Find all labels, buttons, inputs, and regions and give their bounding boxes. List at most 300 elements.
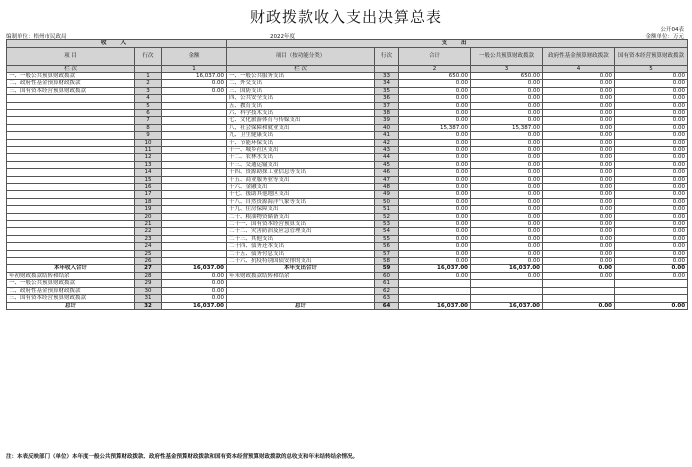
expense-line-no: 44 (375, 154, 399, 161)
expense-line-no: 33 (375, 72, 399, 79)
total-amount: 0.00 (399, 146, 471, 153)
expense-line-no: 64 (375, 302, 399, 309)
income-line-no: 16 (135, 184, 162, 191)
income-line-no: 32 (135, 302, 162, 309)
income-line-no: 3 (135, 87, 162, 94)
expense-line-no: 40 (375, 124, 399, 131)
state-capital-header: 国有资本经营预算财政拨款 (615, 47, 688, 65)
total-amount: 0.00 (399, 161, 471, 168)
total-amount: 16,037.00 (399, 302, 471, 309)
gen-budget-amount: 0.00 (471, 250, 543, 257)
income-line-no: 14 (135, 169, 162, 176)
income-item (7, 109, 135, 116)
state-capital-amount: 0.00 (615, 109, 688, 116)
income-item (7, 139, 135, 146)
income-amount (162, 124, 227, 131)
total-amount (399, 287, 471, 294)
income-line-no: 24 (135, 243, 162, 250)
state-capital-amount (615, 280, 688, 287)
expense-line-no: 46 (375, 169, 399, 176)
expense-line-no: 34 (375, 80, 399, 87)
income-amount (162, 198, 227, 205)
gov-fund-amount (543, 295, 615, 302)
total-amount: 0.00 (399, 191, 471, 198)
gen-budget-amount: 0.00 (471, 109, 543, 116)
gen-budget-amount (471, 280, 543, 287)
expense-line-no: 50 (375, 198, 399, 205)
total-amount (399, 280, 471, 287)
total-amount: 0.00 (399, 250, 471, 257)
blank-cell (375, 65, 399, 72)
income-item (7, 132, 135, 139)
table-row (7, 265, 688, 272)
table-row (7, 235, 688, 242)
total-header: 合计 (399, 47, 471, 65)
income-item (7, 102, 135, 109)
table-row (7, 184, 688, 191)
expense-item: 二十二、灾害防治及应急管理支出 (227, 228, 375, 235)
gen-budget-amount: 0.00 (471, 161, 543, 168)
income-item (7, 198, 135, 205)
income-amount: 0.00 (162, 87, 227, 94)
expense-item: 六、科学技术支出 (227, 109, 375, 116)
total-amount: 0.00 (399, 258, 471, 265)
gov-fund-amount: 0.00 (543, 117, 615, 124)
income-item (7, 117, 135, 124)
expense-item: 总计 (227, 302, 375, 309)
state-capital-amount: 0.00 (615, 184, 688, 191)
state-capital-amount: 0.00 (615, 221, 688, 228)
total-amount: 0.00 (399, 169, 471, 176)
income-line-no: 26 (135, 258, 162, 265)
expense-line-no: 52 (375, 213, 399, 220)
expense-line-no: 53 (375, 221, 399, 228)
income-item (7, 161, 135, 168)
state-capital-amount: 0.00 (615, 117, 688, 124)
gov-fund-amount: 0.00 (543, 161, 615, 168)
state-capital-amount: 0.00 (615, 95, 688, 102)
org-label: 编制单位：梧州市民政局 (6, 34, 67, 40)
footnote: 注：本表反映部门（单位）本年度一般公共预算财政拨款、政府性基金预算财政拨款和国有资本经营预算财政拨款的总收支和年末结转结余情况。 (6, 454, 359, 460)
gen-budget-amount: 0.00 (471, 146, 543, 153)
unit-label: 金额单位：万元 (645, 34, 684, 40)
income-line-no: 29 (135, 280, 162, 287)
total-amount: 0.00 (399, 139, 471, 146)
total-amount: 0.00 (399, 184, 471, 191)
total-amount: 0.00 (399, 109, 471, 116)
table-row (7, 72, 688, 79)
table-row (7, 80, 688, 87)
total-amount (399, 295, 471, 302)
gov-fund-amount: 0.00 (543, 243, 615, 250)
gen-budget-amount: 15,387.00 (471, 124, 543, 131)
expense-line-no: 35 (375, 87, 399, 94)
gen-budget-amount: 0.00 (471, 80, 543, 87)
total-amount: 0.00 (399, 154, 471, 161)
expense-item: 十六、金融支出 (227, 184, 375, 191)
gov-fund-amount: 0.00 (543, 80, 615, 87)
blank-cell (135, 65, 162, 72)
expense-line-no: 36 (375, 95, 399, 102)
gov-fund-amount: 0.00 (543, 265, 615, 272)
income-item (7, 221, 135, 228)
table-row (7, 161, 688, 168)
expense-line-no: 39 (375, 117, 399, 124)
expense-item: 十四、资源勘探工业信息等支出 (227, 169, 375, 176)
income-item: 三、国有资本经营预算财政拨款 (7, 87, 135, 94)
gen-budget-amount: 0.00 (471, 206, 543, 213)
income-item: 三、国有资本经营预算财政拨款 (7, 295, 135, 302)
header-index-row (7, 65, 688, 72)
table-row (7, 250, 688, 257)
expense-item: 三、国防支出 (227, 87, 375, 94)
table-row (7, 124, 688, 131)
expense-line-no: 54 (375, 228, 399, 235)
income-line-no: 17 (135, 191, 162, 198)
income-line-no: 1 (135, 72, 162, 79)
income-item (7, 169, 135, 176)
gen-budget-amount: 0.00 (471, 95, 543, 102)
gen-budget-amount: 0.00 (471, 235, 543, 242)
income-line-no: 12 (135, 154, 162, 161)
gen-budget-amount: 0.00 (471, 169, 543, 176)
table-row (7, 95, 688, 102)
income-line-no: 10 (135, 139, 162, 146)
expense-item: 二十六、抗疫特别国债安排的支出 (227, 258, 375, 265)
table-row (7, 176, 688, 183)
state-capital-amount: 0.00 (615, 154, 688, 161)
income-amount: 0.00 (162, 287, 227, 294)
state-capital-amount: 0.00 (615, 228, 688, 235)
state-capital-amount: 0.00 (615, 265, 688, 272)
total-amount: 0.00 (399, 102, 471, 109)
gen-budget-amount: 0.00 (471, 198, 543, 205)
gen-budget-amount: 0.00 (471, 132, 543, 139)
gov-fund-amount: 0.00 (543, 95, 615, 102)
income-item (7, 250, 135, 257)
income-amount (162, 102, 227, 109)
income-item (7, 95, 135, 102)
table-row (7, 243, 688, 250)
income-line-no: 7 (135, 117, 162, 124)
gov-fund-amount: 0.00 (543, 272, 615, 279)
table-row (7, 206, 688, 213)
gov-fund-amount: 0.00 (543, 191, 615, 198)
header-main-row (7, 40, 688, 48)
table-row (7, 87, 688, 94)
income-item: 一、一般公共预算财政拨款 (7, 72, 135, 79)
income-amount (162, 191, 227, 198)
income-line-no: 21 (135, 221, 162, 228)
expense-item: 十八、自然资源海洋气象等支出 (227, 198, 375, 205)
income-line-no: 31 (135, 295, 162, 302)
col-index-2: 2 (399, 65, 471, 72)
gen-budget-amount: 0.00 (471, 213, 543, 220)
gen-budget-amount: 650.00 (471, 72, 543, 79)
income-amount (162, 213, 227, 220)
total-amount: 0.00 (399, 272, 471, 279)
table-row (7, 258, 688, 265)
gov-fund-amount: 0.00 (543, 258, 615, 265)
gen-budget-amount: 0.00 (471, 87, 543, 94)
table-row (7, 272, 688, 279)
income-item (7, 213, 135, 220)
expense-line-no: 47 (375, 176, 399, 183)
gen-budget-amount: 0.00 (471, 184, 543, 191)
gen-budget-amount: 16,037.00 (471, 302, 543, 309)
state-capital-amount: 0.00 (615, 243, 688, 250)
income-amount (162, 184, 227, 191)
income-amount: 16,037.00 (162, 302, 227, 309)
income-line-no: 11 (135, 146, 162, 153)
income-line-no: 4 (135, 95, 162, 102)
income-line-no: 6 (135, 109, 162, 116)
expense-item (227, 280, 375, 287)
state-capital-amount: 0.00 (615, 198, 688, 205)
income-amount (162, 95, 227, 102)
gov-fund-amount: 0.00 (543, 132, 615, 139)
income-amount: 0.00 (162, 280, 227, 287)
gov-fund-amount: 0.00 (543, 302, 615, 309)
gov-fund-amount (543, 287, 615, 294)
income-line-no: 5 (135, 102, 162, 109)
income-line-no: 15 (135, 176, 162, 183)
state-capital-amount: 0.00 (615, 176, 688, 183)
gov-fund-amount: 0.00 (543, 169, 615, 176)
expense-line-no: 48 (375, 184, 399, 191)
gen-budget-amount: 0.00 (471, 228, 543, 235)
col-label-right: 栏 次 (227, 65, 375, 72)
gov-fund-amount: 0.00 (543, 250, 615, 257)
table-row (7, 102, 688, 109)
gov-fund-amount: 0.00 (543, 146, 615, 153)
income-amount (162, 109, 227, 116)
expense-item: 十、节能环保支出 (227, 139, 375, 146)
gov-fund-amount: 0.00 (543, 109, 615, 116)
expense-item: 二十、粮油物资储备支出 (227, 213, 375, 220)
gen-budget-amount: 0.00 (471, 176, 543, 183)
expense-item: 二十三、其他支出 (227, 235, 375, 242)
gov-fund-amount: 0.00 (543, 124, 615, 131)
total-amount: 0.00 (399, 198, 471, 205)
gen-budget-amount: 0.00 (471, 272, 543, 279)
expense-item: 二十五、债务付息支出 (227, 250, 375, 257)
state-capital-amount: 0.00 (615, 250, 688, 257)
table-row (7, 109, 688, 116)
income-item-header: 项 目 (7, 47, 135, 65)
total-amount: 0.00 (399, 80, 471, 87)
expense-line-no: 49 (375, 191, 399, 198)
total-amount: 0.00 (399, 87, 471, 94)
table-row (7, 287, 688, 294)
expense-item: 二、外交支出 (227, 80, 375, 87)
total-amount: 0.00 (399, 95, 471, 102)
table-row (7, 117, 688, 124)
gov-fund-amount: 0.00 (543, 72, 615, 79)
table-row (7, 198, 688, 205)
gen-budget-amount: 0.00 (471, 191, 543, 198)
state-capital-amount: 0.00 (615, 72, 688, 79)
total-amount: 15,387.00 (399, 124, 471, 131)
income-item: 总计 (7, 302, 135, 309)
expense-line-no: 63 (375, 295, 399, 302)
expense-item: 九、卫生健康支出 (227, 132, 375, 139)
table-row (7, 132, 688, 139)
gen-budget-amount: 0.00 (471, 102, 543, 109)
income-amount (162, 228, 227, 235)
income-line-no: 25 (135, 250, 162, 257)
income-amount (162, 169, 227, 176)
expense-item: 年末财政拨款结转和结余 (227, 272, 375, 279)
expense-item: 一、一般公共服务支出 (227, 72, 375, 79)
table-row (7, 302, 688, 309)
expense-line-no: 60 (375, 272, 399, 279)
income-item (7, 206, 135, 213)
table-row (7, 221, 688, 228)
state-capital-amount: 0.00 (615, 213, 688, 220)
table-row (7, 191, 688, 198)
expense-line-no: 38 (375, 109, 399, 116)
state-capital-amount: 0.00 (615, 258, 688, 265)
income-line-no: 8 (135, 124, 162, 131)
income-line-no: 20 (135, 213, 162, 220)
income-amount: 0.00 (162, 295, 227, 302)
gen-budget-amount: 0.00 (471, 221, 543, 228)
expense-line-no: 59 (375, 265, 399, 272)
total-amount: 0.00 (399, 132, 471, 139)
income-amount (162, 235, 227, 242)
table-row (7, 280, 688, 287)
state-capital-amount: 0.00 (615, 146, 688, 153)
state-capital-amount: 0.00 (615, 272, 688, 279)
income-line-no: 27 (135, 265, 162, 272)
state-capital-amount: 0.00 (615, 124, 688, 131)
state-capital-amount: 0.00 (615, 161, 688, 168)
expense-item: 十七、援助其他地区支出 (227, 191, 375, 198)
report-title: 财政拨款收入支出决算总表 (249, 8, 442, 26)
total-amount: 16,037.00 (399, 265, 471, 272)
state-capital-amount: 0.00 (615, 169, 688, 176)
gov-fund-header: 政府性基金预算财政拨款 (543, 47, 615, 65)
gen-budget-amount: 0.00 (471, 117, 543, 124)
gov-fund-amount: 0.00 (543, 154, 615, 161)
expense-line-no: 51 (375, 206, 399, 213)
gov-fund-amount: 0.00 (543, 221, 615, 228)
table-row (7, 213, 688, 220)
income-item: 年初财政拨款结转和结余 (7, 272, 135, 279)
expense-item: 十五、商业服务业等支出 (227, 176, 375, 183)
expense-item: 二十一、国有资本经营预算支出 (227, 221, 375, 228)
gen-budget-amount: 0.00 (471, 154, 543, 161)
expense-line-no: 43 (375, 146, 399, 153)
expense-line-no: 37 (375, 102, 399, 109)
income-amount: 16,037.00 (162, 72, 227, 79)
income-amount (162, 154, 227, 161)
gov-fund-amount (543, 280, 615, 287)
expense-item (227, 295, 375, 302)
income-item (7, 235, 135, 242)
table-row (7, 169, 688, 176)
state-capital-amount: 0.00 (615, 191, 688, 198)
total-amount: 0.00 (399, 117, 471, 124)
state-capital-amount: 0.00 (615, 102, 688, 109)
income-line-no: 9 (135, 132, 162, 139)
state-capital-amount: 0.00 (615, 206, 688, 213)
total-amount: 650.00 (399, 72, 471, 79)
state-capital-amount: 0.00 (615, 235, 688, 242)
expense-item: 十三、交通运输支出 (227, 161, 375, 168)
income-line-no: 22 (135, 228, 162, 235)
state-capital-amount: 0.00 (615, 87, 688, 94)
income-item: 二、政府性基金预算财政拨款 (7, 80, 135, 87)
income-amount (162, 161, 227, 168)
expense-item: 七、文化旅游体育与传媒支出 (227, 117, 375, 124)
income-amount (162, 250, 227, 257)
table-row (7, 295, 688, 302)
expense-item: 八、社会保障和就业支出 (227, 124, 375, 131)
gov-fund-amount: 0.00 (543, 184, 615, 191)
expense-item: 五、教育支出 (227, 102, 375, 109)
income-item: 二、政府性基金预算财政拨款 (7, 287, 135, 294)
expense-line-no: 58 (375, 258, 399, 265)
state-capital-amount: 0.00 (615, 139, 688, 146)
income-amount (162, 117, 227, 124)
expense-item (227, 287, 375, 294)
expense-item: 十一、城乡社区支出 (227, 146, 375, 153)
gen-budget-amount: 0.00 (471, 243, 543, 250)
total-amount: 0.00 (399, 213, 471, 220)
gov-fund-amount: 0.00 (543, 87, 615, 94)
gen-budget-amount: 0.00 (471, 139, 543, 146)
expense-line-no: 61 (375, 280, 399, 287)
expense-item: 二十四、债务还本支出 (227, 243, 375, 250)
expense-line-no: 56 (375, 243, 399, 250)
gov-fund-amount: 0.00 (543, 102, 615, 109)
col-index-1: 1 (162, 65, 227, 72)
year-label: 2022年度 (270, 34, 295, 40)
income-line-no: 18 (135, 198, 162, 205)
income-amount (162, 146, 227, 153)
income-amount (162, 206, 227, 213)
expense-line-no: 41 (375, 132, 399, 139)
total-amount: 0.00 (399, 206, 471, 213)
form-code: 公开04表 (660, 27, 684, 33)
expense-item: 四、公共安全支出 (227, 95, 375, 102)
state-capital-amount (615, 295, 688, 302)
total-amount: 0.00 (399, 243, 471, 250)
income-line-no: 30 (135, 287, 162, 294)
col-label-left: 栏 次 (7, 65, 135, 72)
income-item: 一、一般公共预算财政拨款 (7, 280, 135, 287)
income-amount (162, 243, 227, 250)
income-amount: 0.00 (162, 272, 227, 279)
income-amount (162, 139, 227, 146)
report-table (6, 39, 688, 310)
gen-budget-amount (471, 295, 543, 302)
gov-fund-amount: 0.00 (543, 213, 615, 220)
expense-item: 本年支出合计 (227, 265, 375, 272)
gov-fund-amount: 0.00 (543, 235, 615, 242)
col-index-3: 3 (471, 65, 543, 72)
income-item (7, 124, 135, 131)
income-item (7, 146, 135, 153)
income-line-header: 行次 (135, 47, 162, 65)
expense-line-no: 62 (375, 287, 399, 294)
gov-fund-amount: 0.00 (543, 139, 615, 146)
expense-item-header: 项目（按功能分类） (227, 47, 375, 65)
total-amount: 0.00 (399, 228, 471, 235)
income-amount: 16,037.00 (162, 265, 227, 272)
